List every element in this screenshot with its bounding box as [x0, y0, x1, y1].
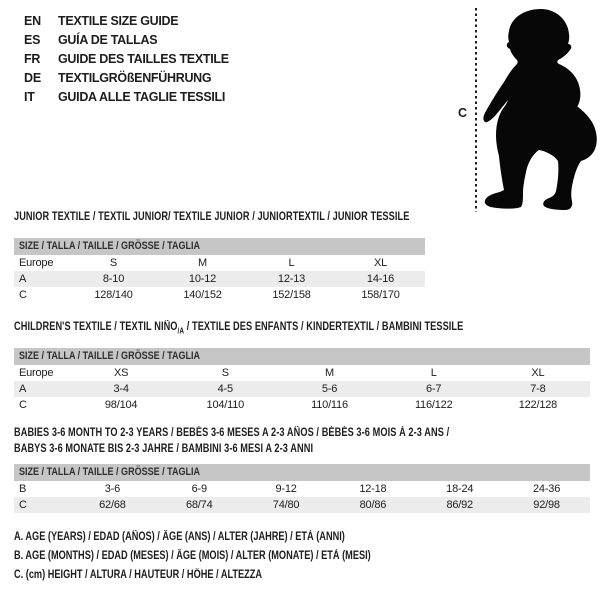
- row-key: C: [19, 399, 27, 411]
- junior-age-row: [14, 271, 425, 287]
- babies-size-band: SIZE / TALLA / TAILLE / GRÖSSE / TAGLIA: [14, 464, 590, 481]
- junior-size-col: M: [198, 257, 207, 269]
- guide-title-it: GUIDA ALLE TAGLIE TESSILI: [58, 89, 226, 104]
- children-age-value: 6-7: [426, 383, 442, 395]
- lang-code-es: ES: [24, 32, 41, 47]
- babies-height-value: 80/86: [359, 499, 387, 511]
- babies-height-row: [14, 497, 590, 513]
- children-size-col: XL: [531, 367, 545, 379]
- guide-title-de: TEXTILGRÖßENFÜHRUNG: [58, 70, 212, 85]
- children-size-col: XS: [113, 367, 129, 379]
- lang-row-es: [24, 30, 229, 49]
- babies-months-row: [14, 481, 590, 497]
- row-key: A: [19, 383, 27, 395]
- legend-height-cm: C. (cm) HEIGHT / ALTURA / HAUTEUR / HÖHE / ALTEZZA: [14, 569, 263, 581]
- section-title-babies-line2: BABYS 3-6 MONATE BIS 2-3 JAHRE / BAMBINI 3-6 MESI A 2-3 ANNI: [14, 443, 314, 455]
- section-title-babies-line1: BABIES 3-6 MONTH TO 2-3 YEARS / BEBÉS 3-6 MESES A 2-3 AÑOS / BÉBÉS 3-6 MOIS À 2-3 ANS /: [14, 427, 450, 439]
- children-height-value: 116/122: [414, 399, 453, 411]
- children-height-value: 104/110: [206, 399, 245, 411]
- babies-months-value: 24-36: [532, 483, 561, 495]
- lang-row-it: [24, 87, 229, 106]
- guide-title-es: GUÍA DE TALLAS: [58, 32, 158, 47]
- height-measure-label: C: [458, 106, 468, 120]
- junior-height-value: 158/170: [361, 289, 400, 301]
- junior-height-value: 152/158: [272, 289, 311, 301]
- children-size-band: SIZE / TALLA / TAILLE / GRÖSSE / TAGLIA: [14, 348, 590, 365]
- language-title-block: [24, 11, 229, 106]
- junior-age-value: 12-13: [277, 273, 306, 285]
- junior-height-value: 140/152: [183, 289, 222, 301]
- junior-header-row: [14, 255, 425, 271]
- section-title-junior: JUNIOR TEXTILE / TEXTIL JUNIOR/ TEXTILE JUNIOR / JUNIORTEXTIL / JUNIOR TESSILE: [14, 211, 410, 223]
- lang-code-de: DE: [24, 70, 41, 85]
- row-key: A: [19, 273, 27, 285]
- children-height-row: [14, 397, 590, 413]
- junior-age-value: 8-10: [102, 273, 125, 285]
- children-size-col: S: [221, 367, 229, 379]
- children-height-value: 122/128: [518, 399, 558, 411]
- baby-silhouette-icon: [481, 4, 599, 214]
- children-height-value: 110/116: [311, 399, 348, 411]
- junior-height-value: 128/140: [94, 289, 133, 301]
- babies-height-value: 86/92: [446, 499, 473, 511]
- height-dotted-line-icon: [475, 8, 477, 212]
- junior-size-col: L: [288, 257, 295, 269]
- babies-months-value: 12-18: [359, 483, 387, 495]
- babies-months-value: 18-24: [446, 483, 474, 495]
- guide-title-en: TEXTILE SIZE GUIDE: [58, 13, 179, 28]
- section-title-children: [14, 321, 463, 335]
- children-age-row: [14, 381, 590, 397]
- lang-code-it: IT: [24, 89, 35, 104]
- children-age-value: 4-5: [217, 383, 233, 395]
- lang-code-fr: FR: [24, 51, 41, 66]
- junior-size-band: SIZE / TALLA / TAILLE / GRÖSSE / TAGLIA: [14, 238, 425, 255]
- children-size-table: [14, 348, 590, 413]
- legend-age-years: A. AGE (YEARS) / EDAD (AÑOS) / ÂGE (ANS) / ALTER (JAHRE) / ETÀ (ANNI): [14, 531, 345, 543]
- children-size-col: M: [325, 367, 334, 379]
- children-size-col: L: [430, 367, 437, 379]
- guide-title-fr: GUIDE DES TAILLES TEXTILE: [58, 51, 229, 66]
- junior-age-value: 10-12: [188, 273, 217, 285]
- children-age-value: 7-8: [530, 383, 546, 395]
- babies-height-value: 62/68: [99, 499, 126, 511]
- children-header-row: [14, 365, 590, 381]
- children-age-value: 3-4: [113, 383, 129, 395]
- babies-height-value: 92/98: [533, 499, 560, 511]
- measurement-legend: [14, 531, 460, 588]
- babies-height-value: 68/74: [185, 499, 213, 511]
- babies-months-value: 6-9: [191, 483, 207, 495]
- row-key: C: [19, 499, 27, 511]
- junior-size-col: S: [109, 257, 118, 269]
- row-key: B: [19, 483, 27, 495]
- lang-row-en: [24, 11, 229, 30]
- babies-months-value: 9-12: [275, 483, 297, 495]
- height-figure: [450, 0, 600, 220]
- children-height-value: 98/104: [104, 399, 138, 411]
- junior-size-table: [14, 238, 425, 303]
- lang-row-fr: [24, 49, 229, 68]
- babies-height-value: 74/80: [272, 499, 300, 511]
- children-title-post: / TEXTILE DES ENFANTS / KINDERTEXTIL / BAMBINI TESSILE: [184, 321, 464, 333]
- babies-size-table: [14, 464, 590, 513]
- junior-region-label: Europe: [19, 257, 54, 269]
- lang-code-en: EN: [24, 13, 41, 28]
- junior-age-value: 14-16: [366, 273, 395, 285]
- children-age-value: 5-6: [321, 383, 338, 395]
- babies-months-value: 3-6: [104, 483, 121, 495]
- lang-row-de: [24, 68, 229, 87]
- junior-height-row: [14, 287, 425, 303]
- children-region-label: Europe: [19, 367, 54, 379]
- junior-size-col: XL: [373, 257, 388, 269]
- row-key: C: [19, 289, 27, 301]
- legend-age-months: B. AGE (MONTHS) / EDAD (MESES) / ÂGE (MOIS) / ALTER (MONATE) / ETÀ (MESI): [14, 550, 371, 562]
- children-title-sub: /A: [177, 326, 185, 336]
- children-title-pre: CHILDREN'S TEXTILE / TEXTIL NIÑO: [14, 321, 178, 333]
